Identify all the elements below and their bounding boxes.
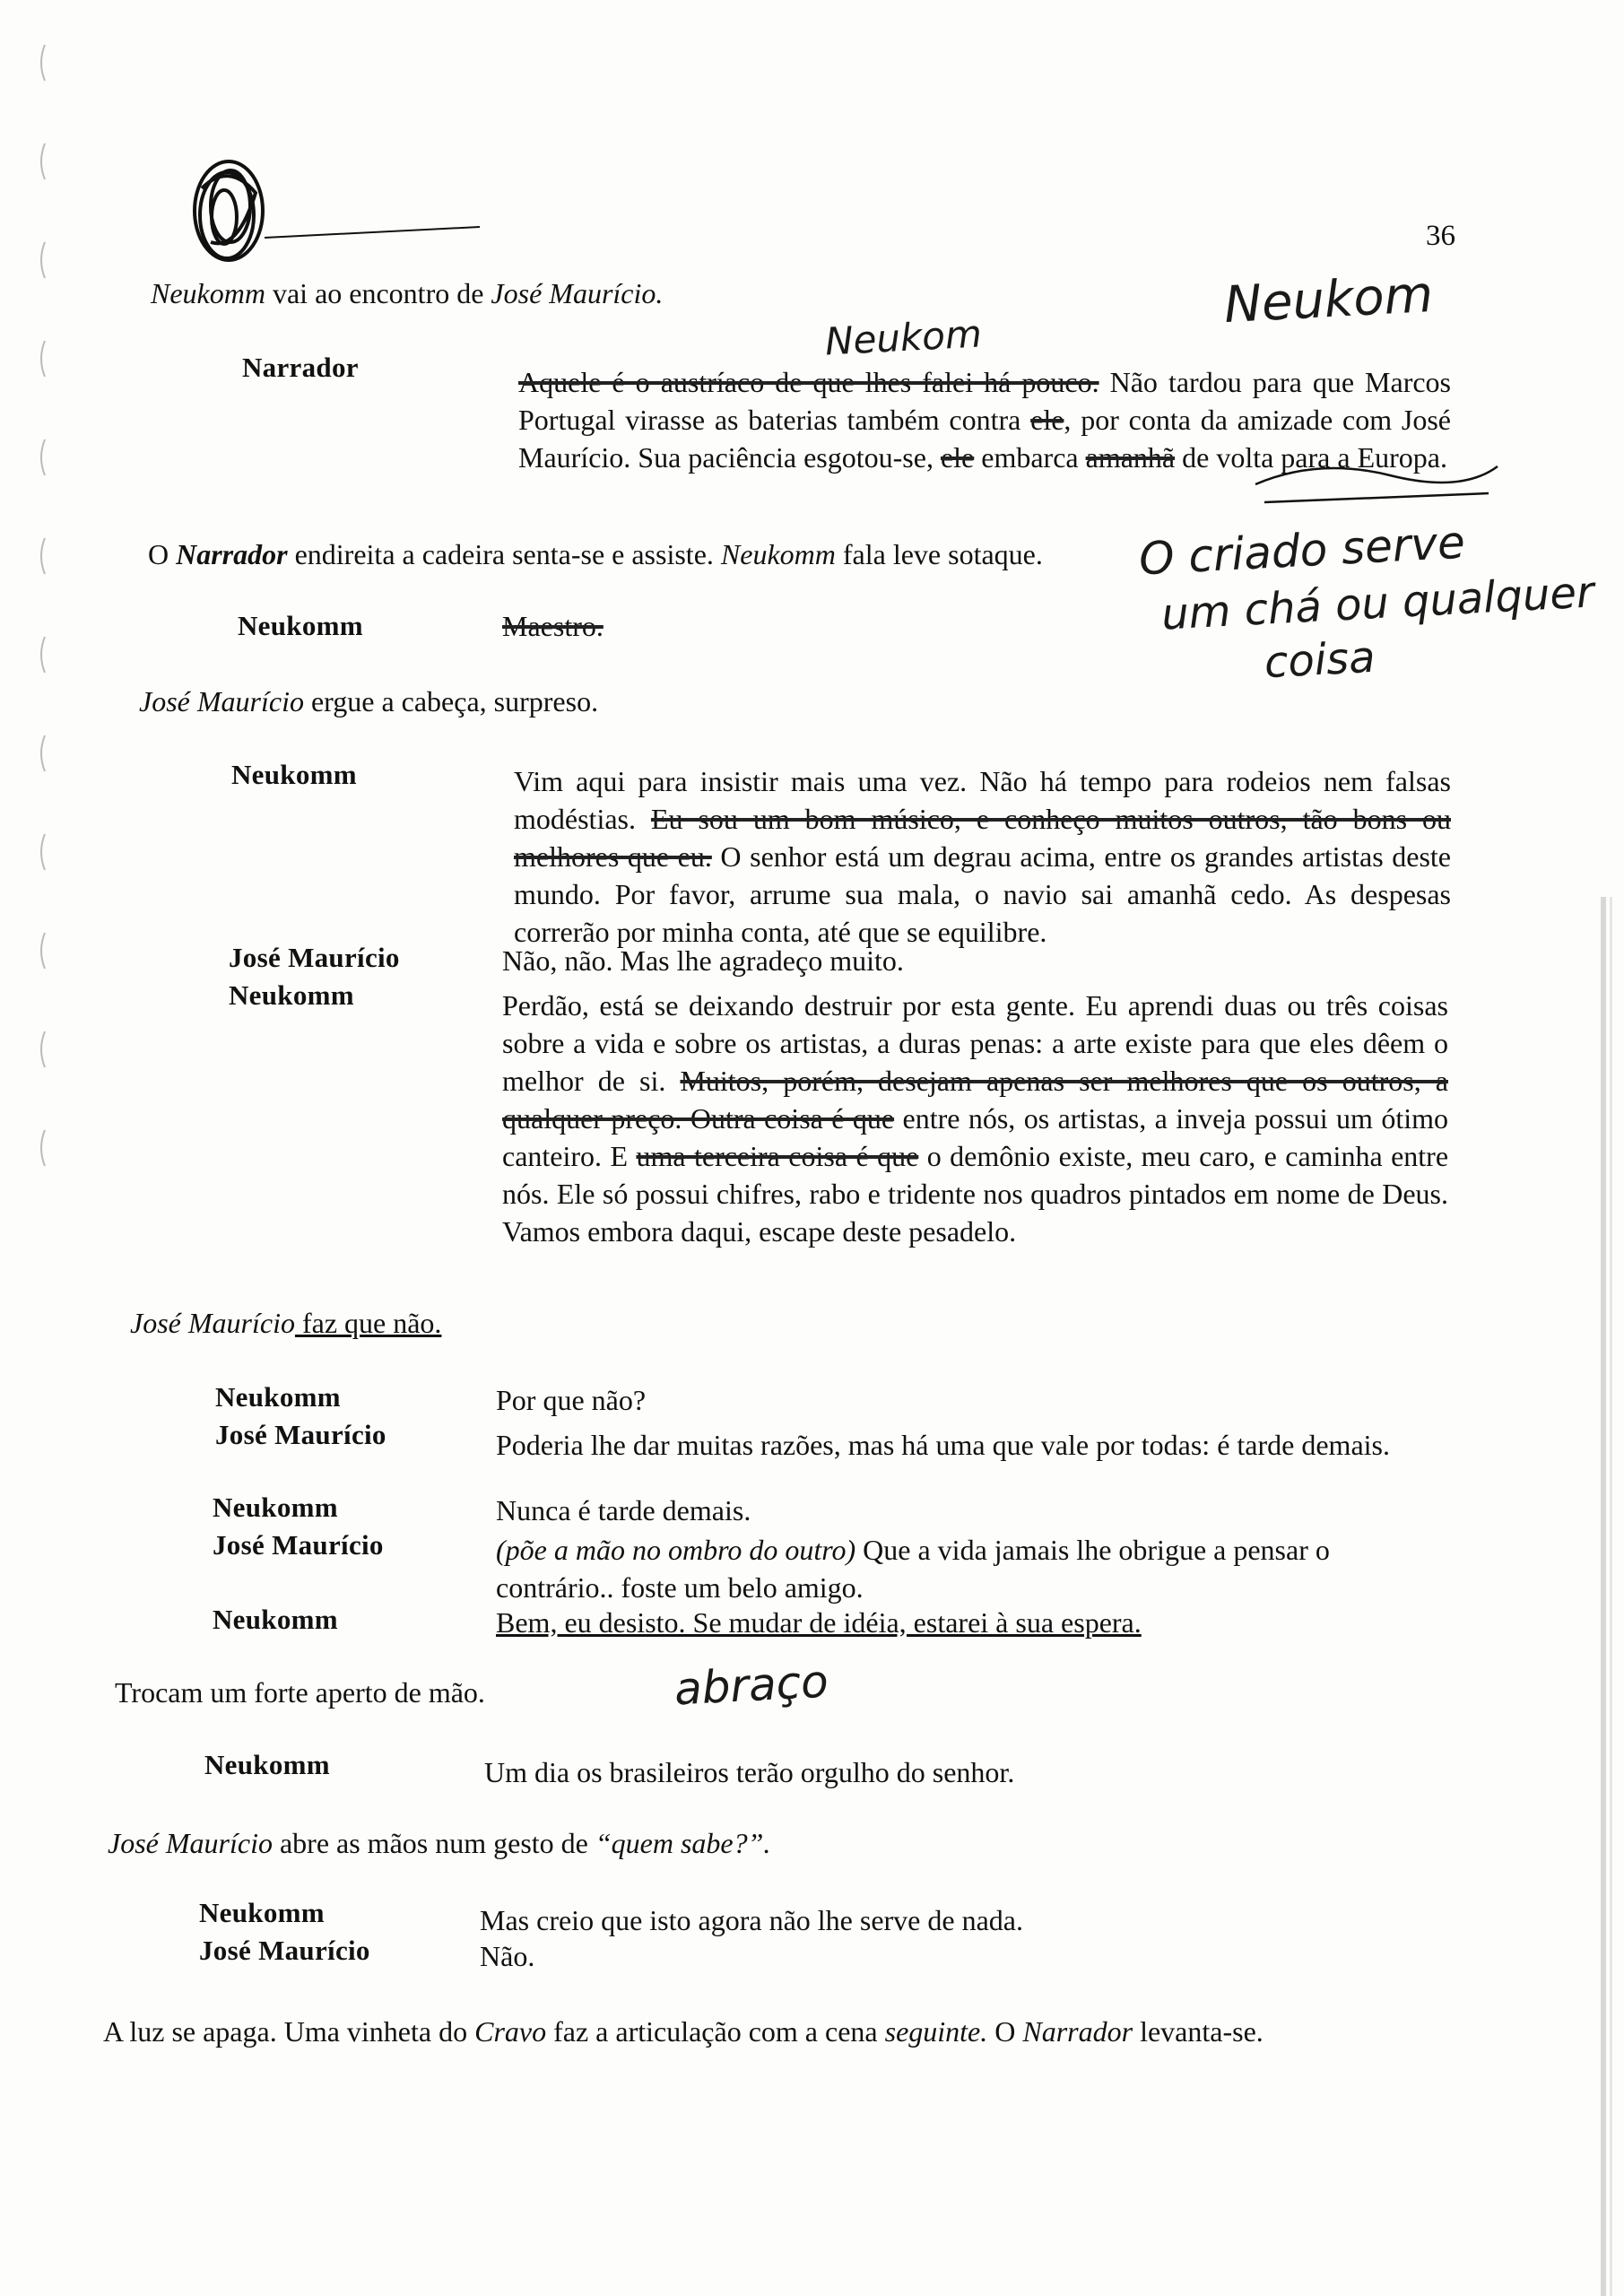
- stage-text: faz que não.: [294, 1307, 442, 1339]
- speech-segment: O senhor está um degrau acima, entre os grandes artistas deste mundo. Por favor, arrume sua mala, o navio sai amanhã cedo. As despesas correrão por minha conta, até que se equilibre.: [514, 840, 1452, 948]
- handwritten-note: um chá ou qualquer: [1159, 567, 1595, 640]
- stage-direction: [103, 2013, 1264, 2049]
- speaker-name: Narrador: [242, 352, 359, 383]
- handwritten-note: O criado serve: [1137, 516, 1467, 586]
- scan-edge-marks: [27, 36, 63, 1605]
- handwritten-note: coisa: [1263, 631, 1376, 689]
- struck-text: Maestro.: [502, 610, 604, 642]
- stage-text: “quem sabe?”.: [595, 1827, 771, 1859]
- speaker-name: Neukomm: [238, 610, 363, 641]
- struck-text: ele: [940, 441, 975, 474]
- character-name: José Maurício: [130, 1307, 295, 1339]
- speaker-name: Neukomm: [213, 1604, 338, 1635]
- speaker-name: Neukomm: [229, 979, 354, 1011]
- stage-text: levanta-se.: [1133, 2015, 1264, 2048]
- margin-scribble: [1238, 422, 1507, 529]
- speech-segment: Não tardou para que Marcos Portugal virasse as baterias também contra: [518, 366, 1452, 436]
- stage-text: O: [148, 538, 177, 570]
- speech-segment: Um dia os brasileiros terão orgulho do senhor.: [484, 1756, 1015, 1788]
- speaker-name: José Maurício: [199, 1935, 370, 1966]
- speaker-name: Neukomm: [231, 759, 357, 790]
- character-name: José Maurício.: [491, 277, 664, 309]
- speech-segment: , por conta da amizade com José Maurício. Sua paciência esgotou-se,: [518, 404, 1452, 474]
- speech-text: [502, 607, 604, 645]
- speech-segment: Que a vida jamais lhe obrigue a pensar o contrário.. foste um belo amigo.: [496, 1534, 1330, 1604]
- speech-segment: Nunca é tarde demais.: [496, 1494, 751, 1526]
- stage-direction: [115, 1674, 485, 1710]
- speech-segment: embarca: [974, 441, 1086, 474]
- speech-segment: Não.: [480, 1940, 535, 1972]
- speaker-name: José Maurício: [213, 1529, 384, 1561]
- speaker-name: Neukomm: [213, 1492, 338, 1523]
- stage-direction: [148, 536, 1043, 572]
- stage-text: ergue a cabeça, surpreso.: [303, 685, 599, 718]
- speech-segment: de volta para a Europa.: [1175, 441, 1447, 474]
- character-name: José Maurício: [139, 685, 304, 718]
- stage-direction: [108, 1825, 770, 1861]
- character-name: Narrador: [1022, 2015, 1133, 2048]
- struck-text: Muitos, porém, desejam apenas ser melhores que os outros, a qualquer preço. Outra coisa é que: [502, 1065, 1448, 1135]
- handwritten-note: abraço: [673, 1655, 830, 1716]
- speaker-name: José Maurício: [215, 1419, 386, 1450]
- speech-text: [496, 1531, 1446, 1606]
- stage-text: seguinte.: [884, 2015, 988, 2048]
- handwritten-note: Neukom: [823, 311, 983, 364]
- speech-segment: entre nós, os artistas, a inveja possui um ótimo canteiro. E: [502, 1102, 1449, 1172]
- struck-text: uma terceira coisa é que: [636, 1140, 919, 1172]
- speech-text: [496, 1492, 751, 1529]
- stage-text: endireita a cadeira senta-se e assiste.: [287, 538, 721, 570]
- character-name: Narrador: [176, 538, 288, 570]
- struck-text: ele: [1030, 404, 1064, 436]
- speech-segment: Vim aqui para insistir mais uma vez. Não há tempo para rodeios nem falsas modéstias.: [514, 765, 1451, 835]
- speech-text: [496, 1604, 1142, 1641]
- speech-segment: Não, não. Mas lhe agradeço muito.: [502, 944, 904, 977]
- speech-text: [502, 987, 1448, 1250]
- character-name: Neukomm: [151, 277, 265, 309]
- speaker-name: Neukomm: [215, 1381, 341, 1413]
- speech-segment: Perdão, está se deixando destruir por esta gente. Eu aprendi duas ou três coisas sobre a vida e sobre os artistas, a duras penas: a arte existe para que eles dêem o melhor de si.: [502, 989, 1448, 1097]
- speech-text: [502, 942, 904, 979]
- stage-aside: (põe a mão no ombro do outro): [496, 1534, 856, 1566]
- speech-segment: Bem, eu desisto. Se mudar de idéia, estarei à sua espera.: [496, 1606, 1142, 1639]
- stage-text: faz a articulação com a cena: [546, 2015, 885, 2048]
- handwritten-note: Neukom: [1222, 265, 1435, 335]
- speech-text: [496, 1426, 1411, 1464]
- speaker-name: José Maurício: [229, 942, 400, 973]
- struck-text: amanhã: [1085, 441, 1176, 474]
- struck-text: Aquele é o austríaco de que lhes falei há pouco.: [518, 366, 1099, 398]
- speech-segment: Poderia lhe dar muitas razões, mas há uma que vale por todas: é tarde demais.: [496, 1429, 1390, 1461]
- stage-text: vai ao encontro de: [265, 277, 491, 309]
- speech-segment: Por que não?: [496, 1384, 647, 1416]
- character-name: Neukomm: [720, 538, 836, 570]
- stage-direction: [130, 1305, 441, 1341]
- speech-segment: o demônio existe, meu caro, e caminha entre nós. Ele só possui chifres, rabo e tridente nos quadros pintados em nome de Deus. Vamos embora daqui, escape deste pesadelo.: [502, 1140, 1449, 1248]
- speech-text: [480, 1901, 1023, 1939]
- speaker-name: Neukomm: [199, 1897, 325, 1928]
- speech-text: [496, 1381, 646, 1419]
- character-name: José Maurício: [108, 1827, 273, 1859]
- struck-text: Eu sou um bom músico, e conheço muitos outros, tão bons ou melhores que eu.: [514, 803, 1452, 873]
- stage-text: O: [987, 2015, 1023, 2048]
- stage-direction: [139, 683, 598, 719]
- speaker-name: Neukomm: [204, 1749, 330, 1780]
- stage-text: A luz se apaga. Uma vinheta do: [103, 2015, 475, 2048]
- stage-text: abre as mãos num gesto de: [272, 1827, 595, 1859]
- speech-text: [484, 1753, 1014, 1791]
- stage-text: fala leve sotaque.: [835, 538, 1043, 570]
- page-number: 36: [1426, 220, 1455, 252]
- speech-segment: Mas creio que isto agora não lhe serve de nada.: [480, 1904, 1023, 1936]
- stage-direction: [151, 275, 663, 311]
- speech-text: [514, 762, 1451, 951]
- scan-edge-shadow: [1592, 897, 1619, 2296]
- stage-text: Trocam um forte aperto de mão.: [115, 1676, 485, 1709]
- stage-text: Cravo: [474, 2015, 547, 2048]
- speech-text: [480, 1937, 534, 1975]
